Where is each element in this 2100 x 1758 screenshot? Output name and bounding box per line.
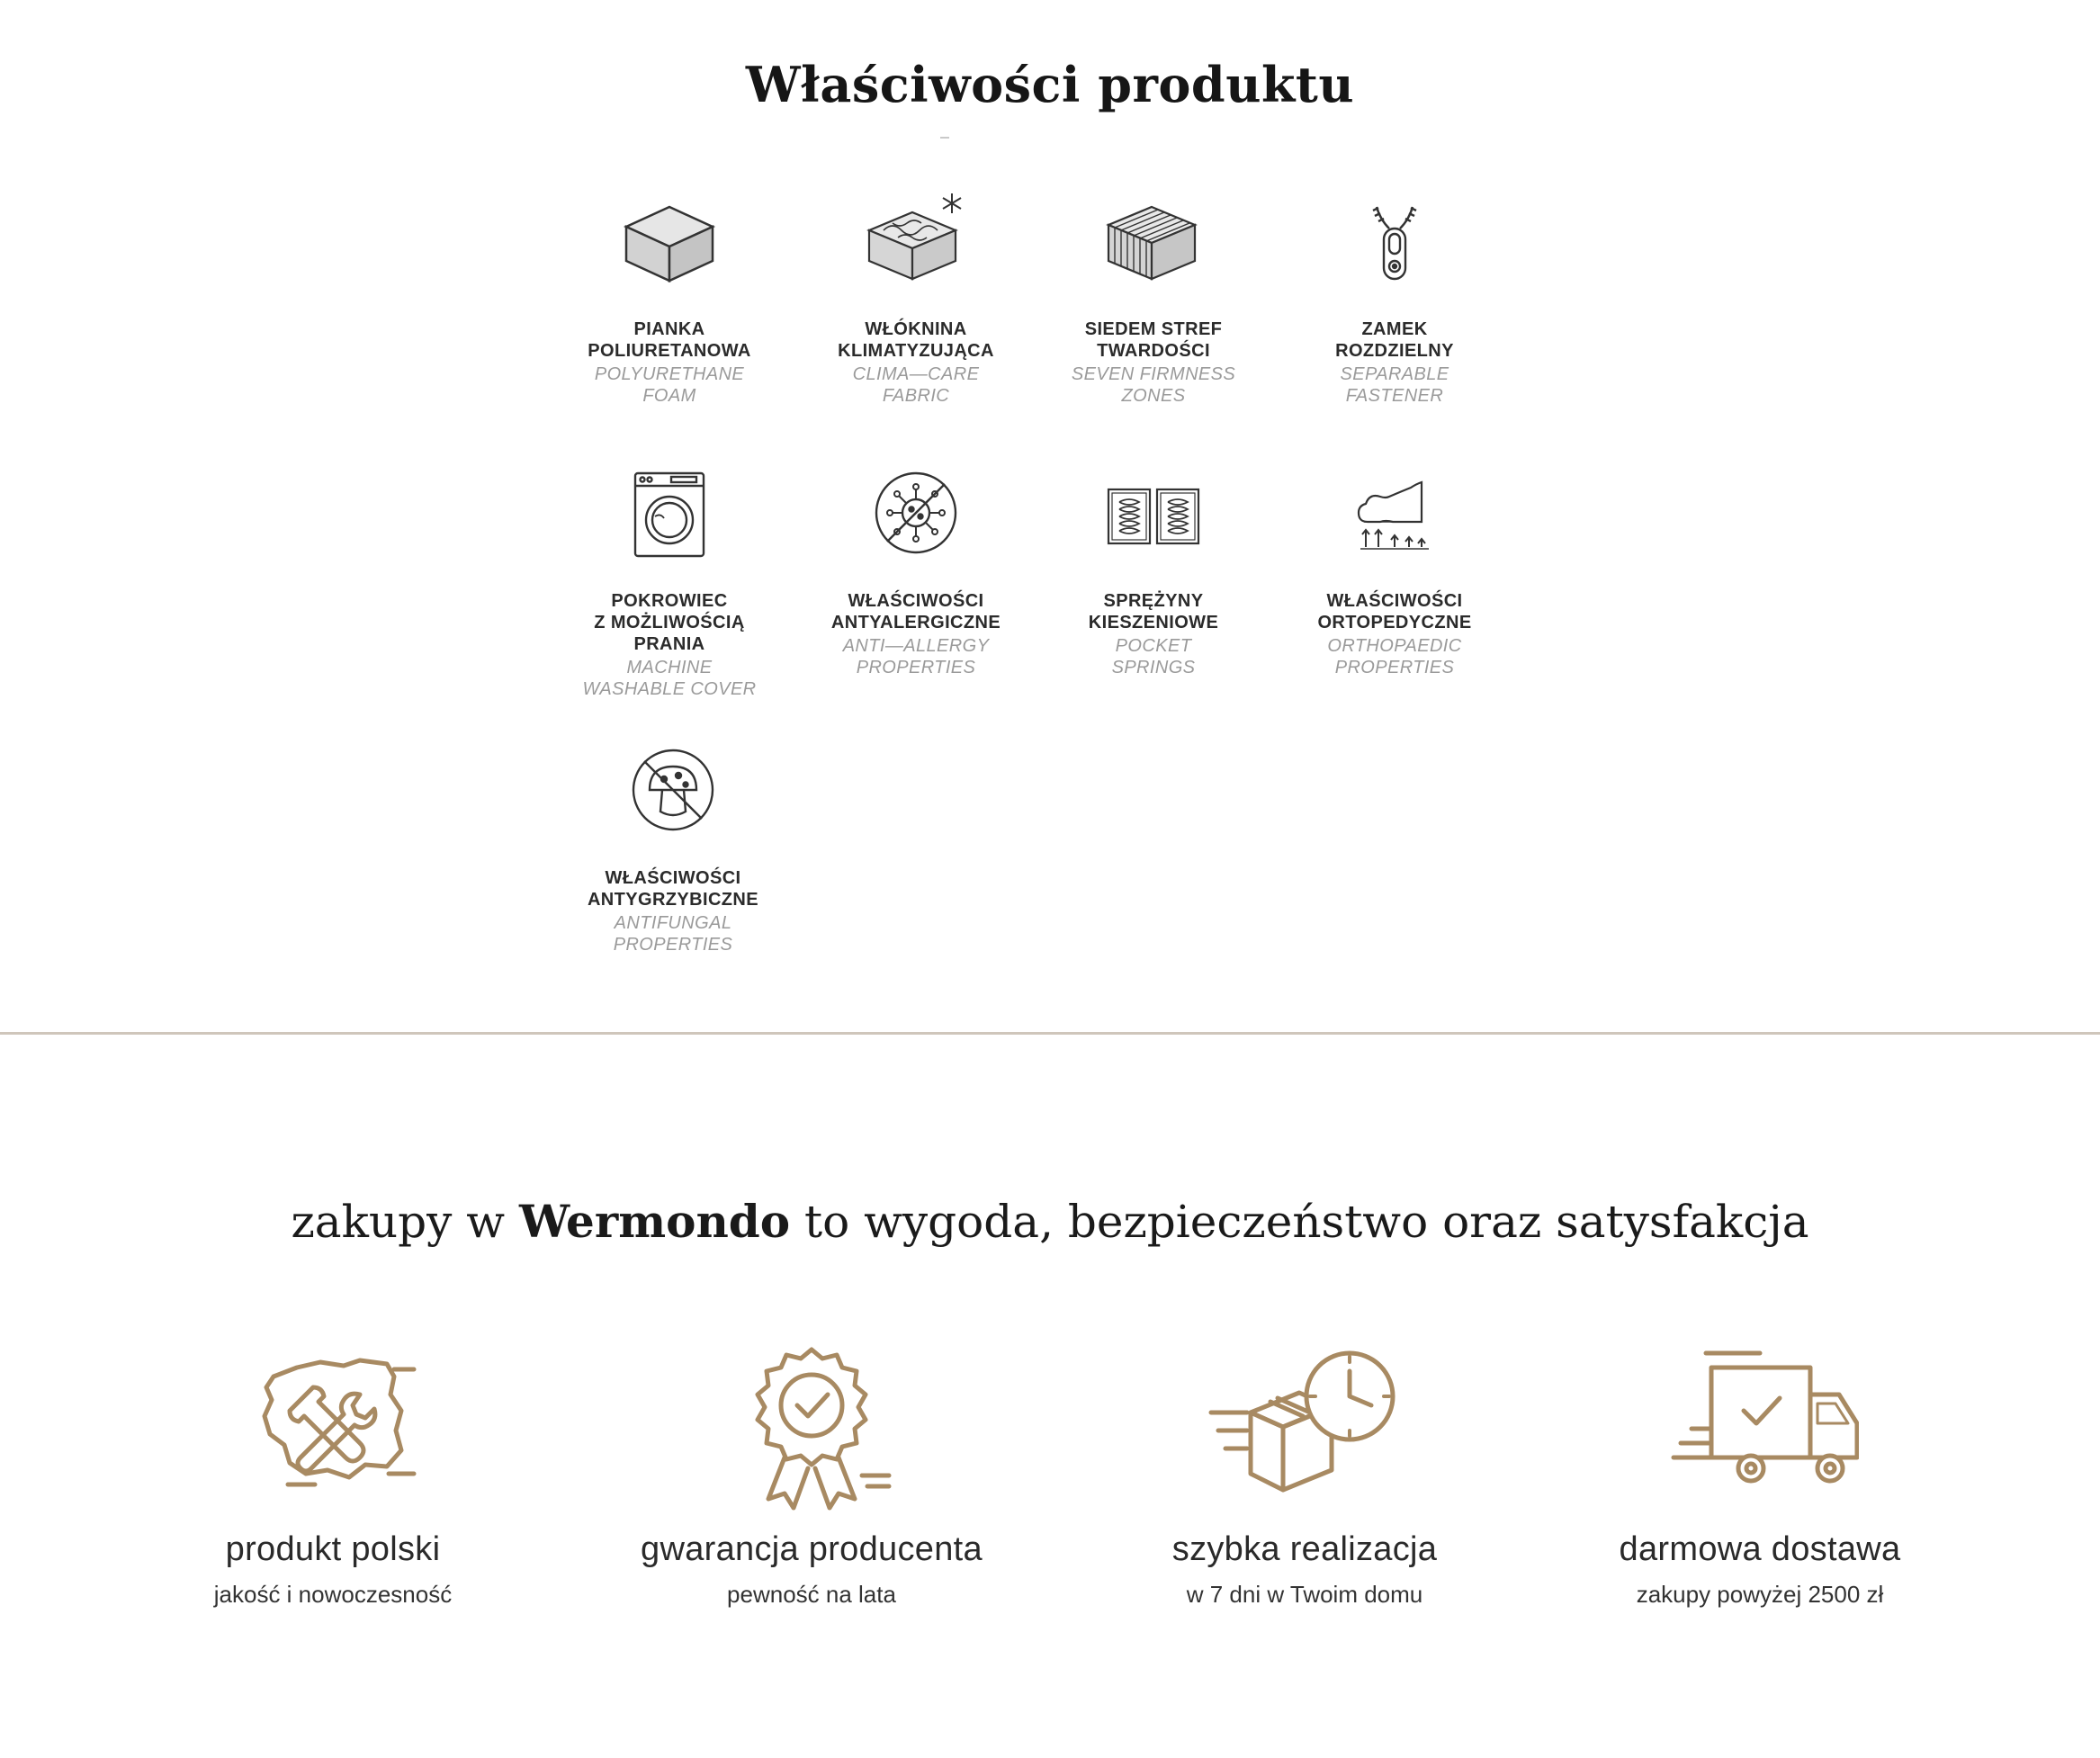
property-label-en: ANTI—ALLERGY PROPERTIES — [842, 636, 990, 677]
zipper-icon — [1341, 191, 1449, 299]
benefits-title-end: to wygoda, bezpieczeństwo oraz satysfakcja — [790, 1196, 1809, 1248]
foam-block-icon — [615, 191, 723, 299]
property-antifungal — [556, 740, 790, 955]
brand-name: Wermondo — [518, 1195, 791, 1248]
clima-fabric-icon — [862, 191, 970, 299]
benefit-free-delivery — [1517, 1341, 2003, 1609]
property-anti-allergy — [799, 462, 1033, 678]
benefit-fast-fulfillment — [1062, 1341, 1548, 1609]
anti-allergy-icon — [862, 462, 970, 570]
property-label-en: SEVEN FIRMNESS ZONES — [1071, 364, 1236, 406]
benefit-title: produkt polski — [225, 1530, 441, 1568]
antifungal-icon — [619, 740, 727, 848]
property-label-en: SEPARABLE FASTENER — [1340, 364, 1449, 406]
property-label-en: POCKET SPRINGS — [1111, 636, 1196, 677]
benefit-title: gwarancja producenta — [641, 1530, 983, 1568]
property-clima-fabric — [799, 191, 1033, 407]
benefit-subtitle: zakupy powyżej 2500 zł — [1636, 1581, 1884, 1608]
property-label-pl: WŁAŚCIWOŚCI ANTYALERGICZNE — [830, 591, 1001, 632]
benefit-subtitle: jakość i nowoczesność — [213, 1581, 453, 1608]
poland-tools-icon — [234, 1341, 432, 1511]
benefit-title: szybka realizacja — [1171, 1530, 1438, 1568]
property-label-pl: ZAMEK ROZDZIELNY — [1335, 319, 1454, 361]
property-pocket-springs — [1037, 462, 1270, 678]
section-divider — [0, 1032, 2100, 1035]
property-label-pl: WŁAŚCIWOŚCI ANTYGRZYBICZNE — [587, 868, 759, 910]
benefit-title: darmowa dostawa — [1619, 1530, 1901, 1568]
property-label-pl: WŁÓKNINA KLIMATYZUJĄCA — [838, 319, 994, 361]
property-label-en: ORTHOPAEDIC PROPERTIES — [1327, 636, 1462, 677]
orthopaedic-icon — [1341, 462, 1449, 570]
pocket-springs-icon — [1099, 462, 1207, 570]
property-label-pl: POKROWIEC Z MOŻLIWOŚCIĄ PRANIA — [594, 591, 745, 654]
washing-machine-icon — [615, 462, 723, 570]
property-label-pl: SIEDEM STREF TWARDOŚCI — [1084, 319, 1223, 361]
property-label-en: ANTIFUNGAL PROPERTIES — [613, 913, 733, 955]
benefits-title — [0, 1195, 2100, 1248]
property-label-pl: PIANKA POLIURETANOWA — [588, 319, 751, 361]
property-label-en: POLYURETHANE FOAM — [594, 364, 745, 406]
delivery-truck-icon — [1661, 1341, 1859, 1511]
property-washable-cover — [552, 462, 786, 700]
properties-title: Właściwości produktu — [745, 56, 1355, 113]
property-label-pl: SPRĘŻYNY KIESZENIOWE — [1088, 591, 1219, 632]
property-firmness-zones — [1037, 191, 1270, 407]
property-separable-fastener — [1278, 191, 1512, 407]
property-polyurethane-foam — [552, 191, 786, 407]
warranty-badge-icon — [713, 1341, 911, 1511]
benefit-manufacturer-warranty — [569, 1341, 1054, 1609]
title-decoration — [940, 137, 949, 139]
benefit-subtitle: pewność na lata — [727, 1581, 896, 1608]
property-orthopaedic — [1278, 462, 1512, 678]
benefits-title-start: zakupy w — [291, 1196, 519, 1248]
property-label-pl: WŁAŚCIWOŚCI ORTOPEDYCZNE — [1317, 591, 1472, 632]
benefit-subtitle: w 7 dni w Twoim domu — [1186, 1581, 1423, 1608]
property-label-en: MACHINE WASHABLE COVER — [582, 658, 757, 699]
benefit-polish-product — [90, 1341, 576, 1609]
firmness-zones-icon — [1099, 191, 1207, 299]
fast-box-clock-icon — [1206, 1341, 1404, 1511]
property-label-en: CLIMA—CARE FABRIC — [852, 364, 980, 406]
